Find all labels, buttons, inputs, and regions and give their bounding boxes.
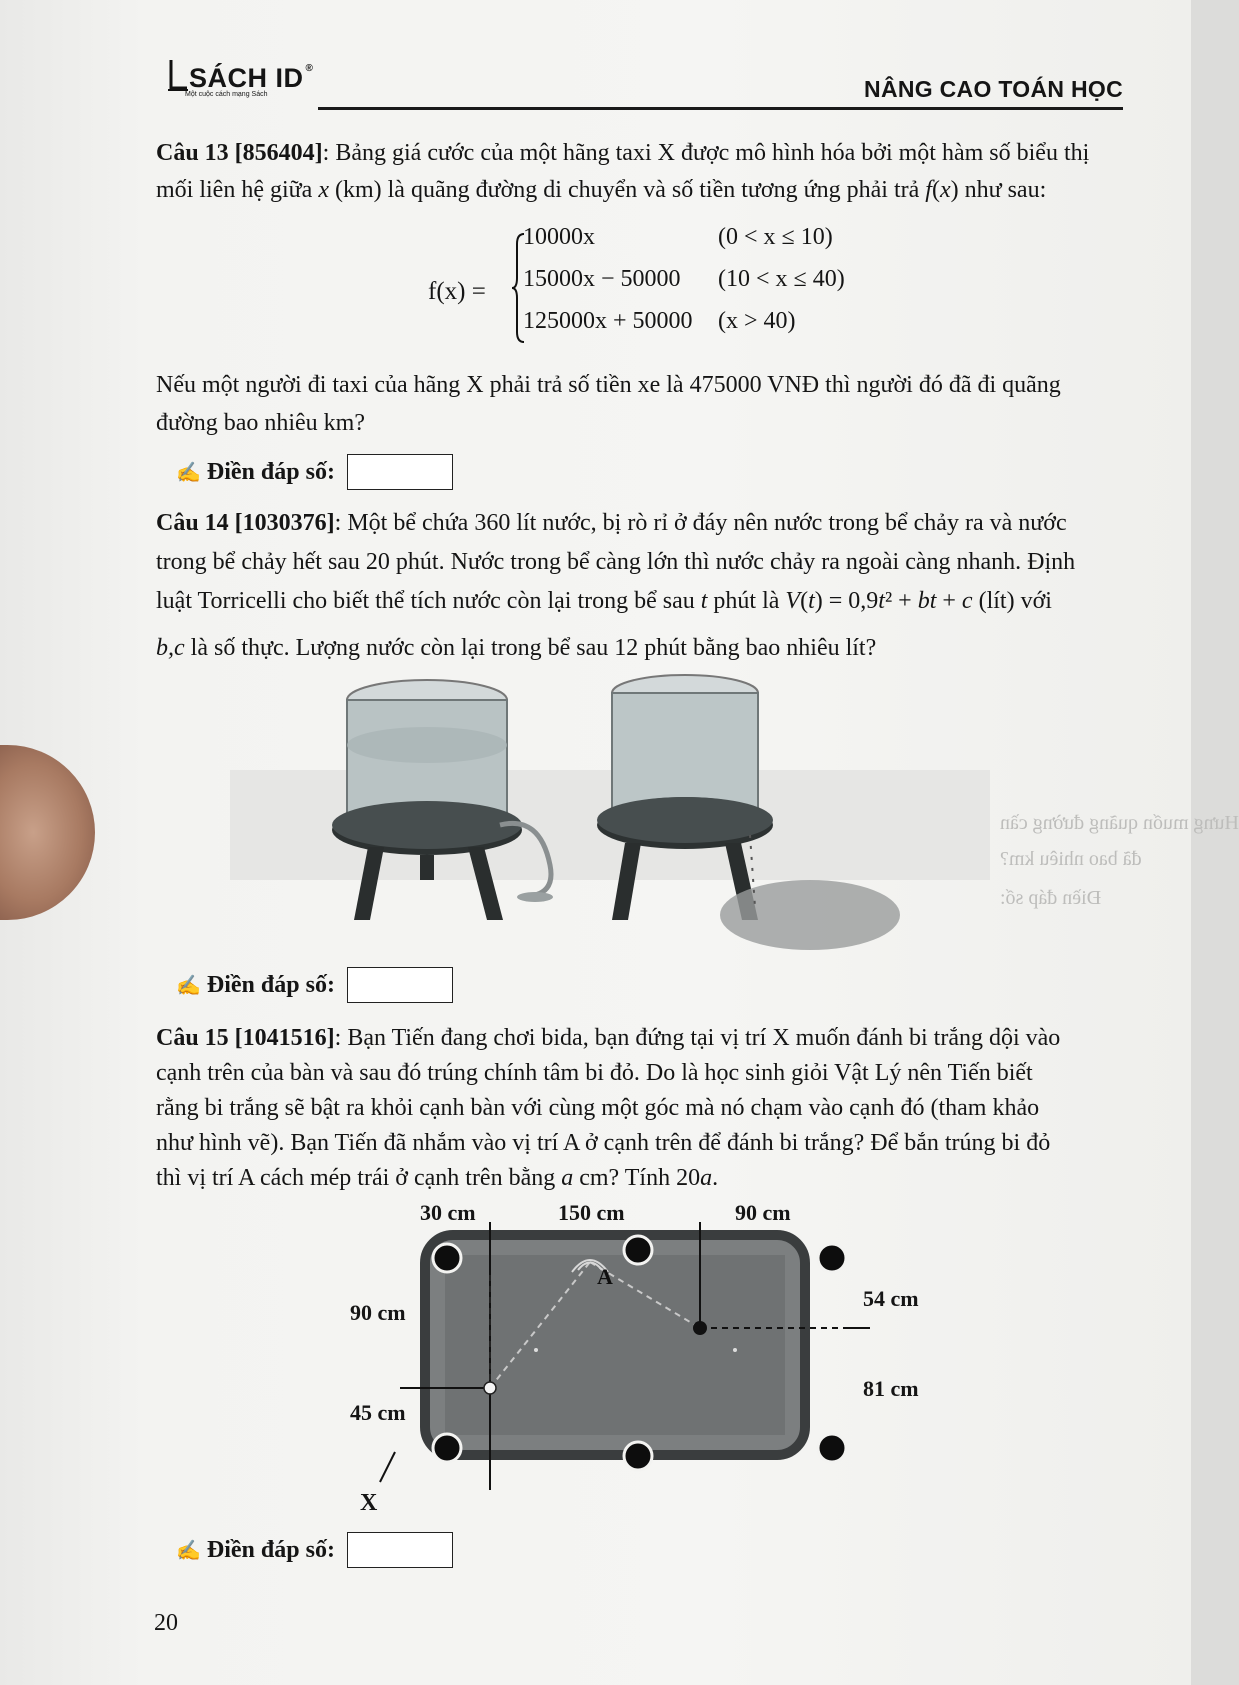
bleed-text-1: Hưng muốn quãng đường cần [1000, 812, 1239, 834]
pencil-icon: ✍ [176, 974, 201, 997]
label-90cm-left: 90 cm [350, 1300, 406, 1325]
q15-line-4: như hình vẽ). Bạn Tiến đã nhắm vào vị trí A ở cạnh trên để đánh bi trắng? Để bắn trúng bi đỏ [156, 1130, 1051, 1156]
formula-lhs: f(x) = [428, 278, 486, 305]
label-90cm-top: 90 cm [735, 1200, 791, 1225]
q15-line-1: Câu 15 [1041516]: Bạn Tiến đang chơi bida, bạn đứng tại vị trí X muốn đánh bi trắng dội vào [156, 1025, 1061, 1051]
q13-answer [176, 454, 453, 490]
q15-answer-box[interactable] [347, 1532, 453, 1568]
header-title: NÂNG CAO TOÁN HỌC [864, 76, 1123, 102]
label-54cm: 54 cm [863, 1286, 919, 1311]
billiard-diagram [310, 1200, 950, 1530]
piecewise-formula [428, 224, 848, 354]
bleed-text-3: Điền đáp số: [1000, 887, 1102, 909]
page-number: 20 [154, 1610, 178, 1636]
case-1-cond: (0 < x ≤ 10) [718, 224, 833, 250]
case-3-cond: (x > 40) [718, 308, 796, 334]
q14-answer-box[interactable] [347, 967, 453, 1003]
book-icon [167, 58, 189, 92]
q13-line-2: mối liên hệ giữa x (km) là quãng đường di chuyển và số tiền tương ứng phải trả f(x) như sau: [156, 177, 1047, 203]
label-point-x: X [360, 1490, 378, 1516]
thumb [0, 745, 95, 920]
q13-question-1: Nếu một người đi taxi của hãng X phải trả số tiền xe là 475000 VNĐ thì người đó đã đi quãng [156, 372, 1061, 398]
q15-answer [176, 1532, 453, 1568]
bleed-text-2: đã bao nhiêu km? [1000, 848, 1142, 870]
header-rule [318, 107, 1123, 110]
billiard-table [310, 1200, 950, 1530]
case-2-cond: (10 < x ≤ 40) [718, 266, 845, 292]
label-30cm: 30 cm [420, 1200, 476, 1225]
logo-text: SÁCH ID [189, 63, 304, 93]
case-2-expr: 15000x − 50000 [523, 266, 681, 292]
q13-line-1: Câu 13 [856404]: Bảng giá cước của một hãng taxi X được mô hình hóa bởi một hàm số biểu thị [156, 140, 1090, 166]
q14-line-1: Câu 14 [1030376]: Một bể chứa 360 lít nước, bị rò rỉ ở đáy nên nước trong bể chảy ra và nước [156, 510, 1067, 536]
label-45cm: 45 cm [350, 1400, 406, 1425]
case-1-expr: 10000x [523, 224, 595, 250]
q15-line-5: thì vị trí A cách mép trái ở cạnh trên bằng a cm? Tính 20a. [156, 1165, 719, 1191]
q14-answer-label: Điền đáp số: [206, 971, 335, 998]
case-3-expr: 125000x + 50000 [523, 308, 693, 334]
q15-line-2: cạnh trên của bàn và sau đó trúng chính tâm bi đỏ. Do là học sinh giỏi Vật Lý nên Tiến biết [156, 1060, 1033, 1086]
q14-line-4: b,c là số thực. Lượng nước còn lại trong bể sau 12 phút bằng bao nhiêu lít? [156, 635, 877, 661]
pencil-icon: ✍ [176, 461, 201, 484]
logo [167, 58, 313, 98]
label-81cm: 81 cm [863, 1376, 919, 1401]
q13-question-2: đường bao nhiêu km? [156, 410, 365, 436]
q14-line-3: luật Torricelli cho biết thể tích nước còn lại trong bể sau t phút là V(t) = 0,9t² + bt + c (lít) với [156, 588, 1052, 614]
logo-tagline: Một cuộc cách mạng Sách [185, 91, 268, 98]
q14-answer [176, 967, 453, 1003]
red-ball [693, 1321, 707, 1335]
q13-answer-box[interactable] [347, 454, 453, 490]
pencil-icon: ✍ [176, 1539, 201, 1562]
q13-answer-label: Điền đáp số: [206, 458, 335, 485]
white-ball [484, 1382, 496, 1394]
q15-answer-label: Điền đáp số: [206, 1536, 335, 1563]
q14-line-2: trong bể chảy hết sau 20 phút. Nước trong bể càng lớn thì nước chảy ra ngoài càng nhanh. Định [156, 549, 1076, 575]
q15-line-3: rằng bi trắng sẽ bật ra khỏi cạnh bàn với cùng một góc mà nó chạm vào cạnh đó (tham khảo [156, 1095, 1040, 1121]
label-point-a: A [597, 1264, 613, 1289]
label-150cm: 150 cm [558, 1200, 625, 1225]
water-tanks-illustration [230, 675, 990, 975]
registered-mark: ® [305, 63, 313, 74]
